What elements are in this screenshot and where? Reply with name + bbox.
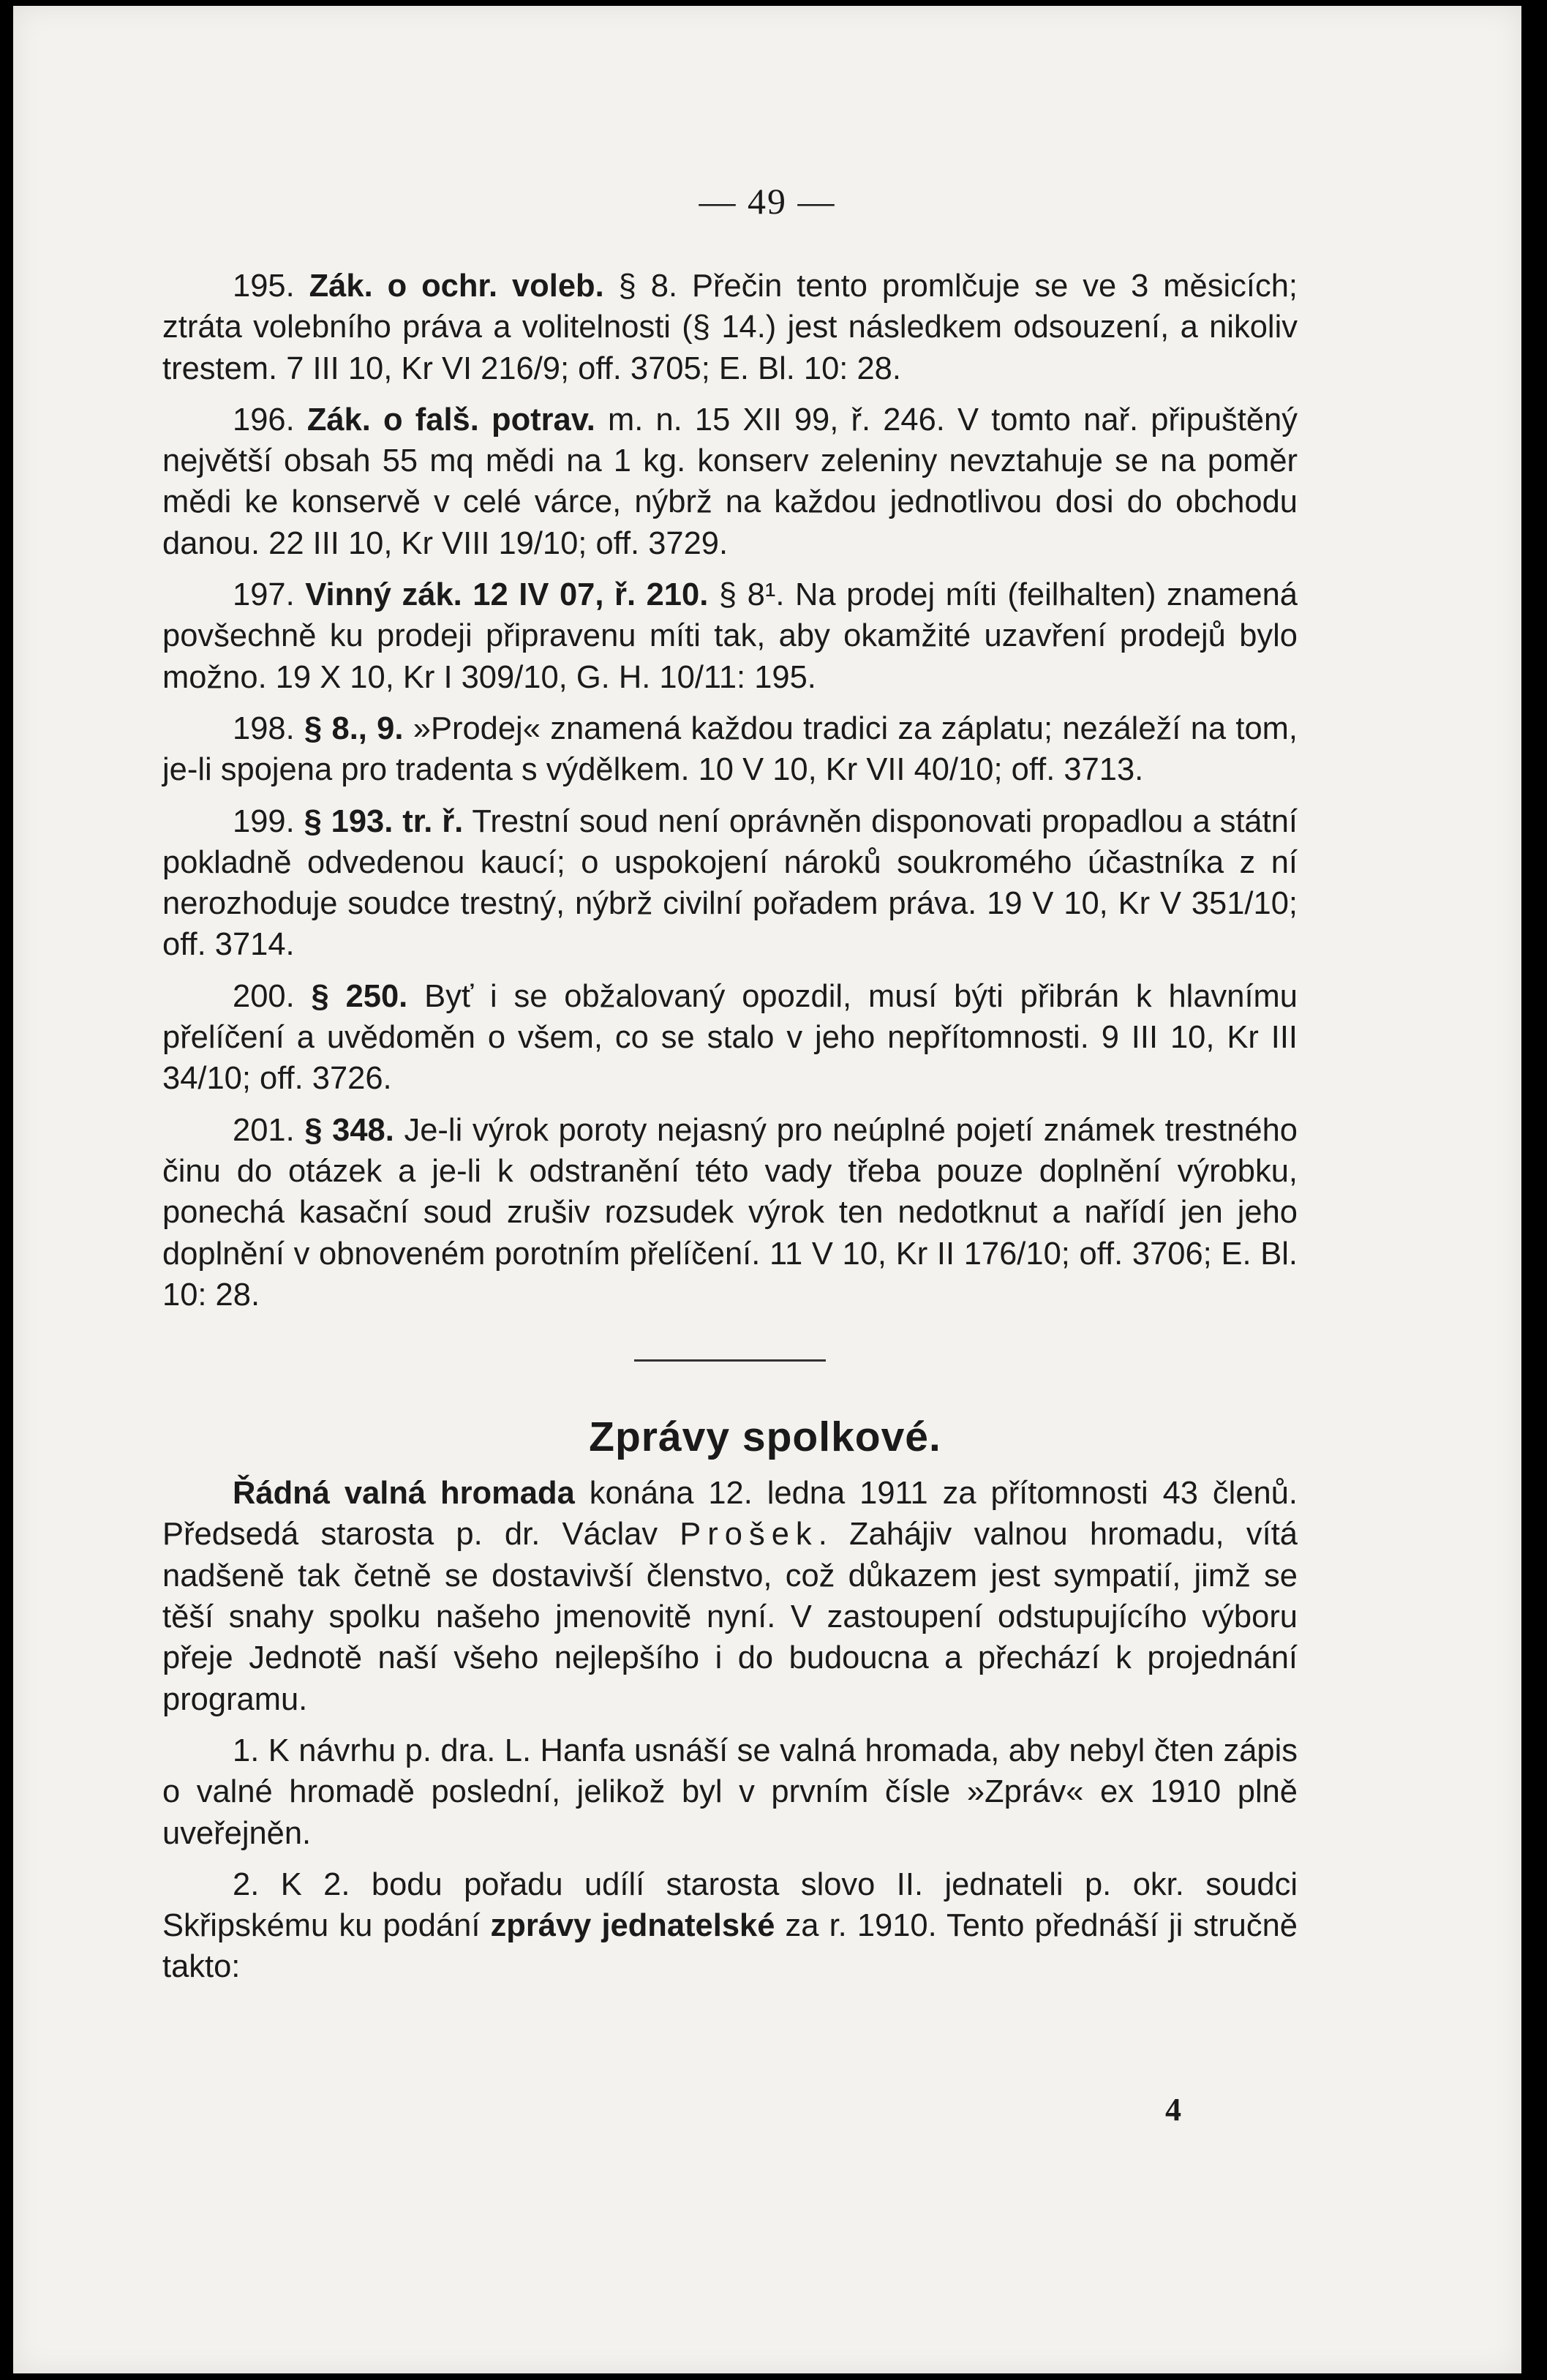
chairman-name: Prošek — [680, 1517, 818, 1553]
section-title: Zprávy spolkové. — [589, 1414, 941, 1461]
section-divider — [634, 1359, 826, 1362]
entry-number: 197. — [233, 577, 295, 613]
entry-number: 195. — [233, 269, 295, 304]
section-item-2 — [162, 1864, 1298, 1988]
entry-text: § 8¹. Na prodej míti (feilhalten) znamená povšechně ku prodeji připravenu míti tak, aby okamžité uzavření prodejů bylo možno. 19 X 10, Kr I 309/10, G. H. 10/11: 195. — [162, 577, 1298, 695]
signature-number: 4 — [1165, 2092, 1181, 2128]
entry-heading: Zák. o falš. potrav. — [306, 402, 595, 438]
entry-text: § 8. Přečin tento promlčuje se ve 3 měsicích; ztráta volebního práva a volitelnosti (§ 14.) jest následkem odsouzení, a nikoliv trestem. 7 III 10, Kr VI 216/9; off. 3705; E. Bl. 10: 28. — [162, 269, 1298, 386]
entry-number: 200. — [233, 978, 295, 1014]
page-header: — 49 — — [699, 181, 836, 222]
intro-heading: Řádná valná hromada — [233, 1476, 575, 1512]
item2-bold: zprávy jednatelské — [490, 1908, 775, 1944]
entry-heading: Zák. o ochr. voleb. — [309, 269, 604, 304]
entry-heading: § 348. — [304, 1112, 394, 1148]
item2-text-a: 2. K 2. bodu pořadu udílí starosta slovo II. jednateli p. okr. soudci Skřipskému ku podání — [162, 1866, 1298, 1944]
section-intro — [162, 1473, 1298, 1720]
entry-198 — [162, 708, 1298, 791]
page-body — [162, 266, 1298, 1998]
section-item-1: 1. K návrhu p. dra. L. Hanfa usnáší se valná hromada, aby nebyl čten zápis o valné hromadě poslední, jelikož byl v prvním čísle »Zpráv« ex 1910 plně uveřejněn. — [162, 1733, 1298, 1851]
entry-heading: Vinný zák. 12 IV 07, ř. 210. — [305, 577, 709, 613]
entry-number: 196. — [233, 402, 295, 438]
entry-201 — [162, 1110, 1298, 1315]
entry-heading: § 8., 9. — [304, 710, 404, 746]
entry-text: »Prodej« znamená každou tradici za záplatu; nezáleží na tom, je-li spojena pro tradenta s výdělkem. 10 V 10, Kr VII 40/10; off. 3713. — [162, 710, 1298, 788]
entry-number: 201. — [233, 1112, 295, 1148]
page — [13, 6, 1521, 2373]
entry-heading: § 250. — [311, 978, 408, 1014]
entry-heading: § 193. tr. ř. — [304, 803, 464, 839]
entry-text: Byť i se obžalovaný opozdil, musí býti přibrán k hlavnímu přelíčení a uvědoměn o všem, co se stalo v jeho nepřítomnosti. 9 III 10, Kr III 34/10; off. 3726. — [162, 978, 1298, 1097]
entry-199 — [162, 801, 1298, 966]
entry-text: Trestní soud není oprávněn disponovati propadlou a státní pokladně odvedenou kaucí; o uspokojení nároků soukromého účastníka z ní nerozhoduje soudce trestný, nýbrž civilní pořadem práva. 19 V 10, Kr V 351/10; off. 3714. — [162, 803, 1298, 963]
entry-195 — [162, 266, 1298, 389]
entry-200 — [162, 976, 1298, 1100]
intro-text-1: konána 12. ledna 1911 za přítomnosti 43 členů. Předsedá starosta p. dr. Václav — [162, 1476, 1298, 1553]
entry-text: Je-li výrok poroty nejasný pro neúplné pojetí známek trestného činu do otázek a je-li k odstranění této vady třeba pouze doplnění výrobku, ponechá kasační soud zrušiv rozsudek výrok ten nedotknut a nařídí jen jeho doplnění v obnoveném porotním přelíčení. 11 V 10, Kr II 176/10; off. 3706; E. Bl. 10: 28. — [162, 1112, 1298, 1313]
item2-text-b: za r. 1910. Tento přednáší ji stručně takto: — [162, 1908, 1298, 1985]
entry-197 — [162, 574, 1298, 698]
intro-text-2: . Zahájiv valnou hromadu, vítá nadšeně tak četně se dostavivší členstvo, což důkazem jest sympatií, jimž se těší snahy spolku našeho jmenovitě nyní. V zastoupení odstupujícího výboru přeje Jednotě naší všeho nejlepšího i do budoucna a přechází k projednání programu. — [162, 1517, 1298, 1717]
entry-number: 198. — [233, 710, 295, 746]
entry-196 — [162, 399, 1298, 564]
entry-number: 199. — [233, 803, 295, 839]
entry-text: m. n. 15 XII 99, ř. 246. V tomto nař. připuštěný největší obsah 55 mq mědi na 1 kg. konserv zeleniny nevztahuje se na poměr mědi ke konservě v celé várce, nýbrž na každou jednotlivou dosi do obchodu danou. 22 III 10, Kr VIII 19/10; off. 3729. — [162, 402, 1298, 561]
